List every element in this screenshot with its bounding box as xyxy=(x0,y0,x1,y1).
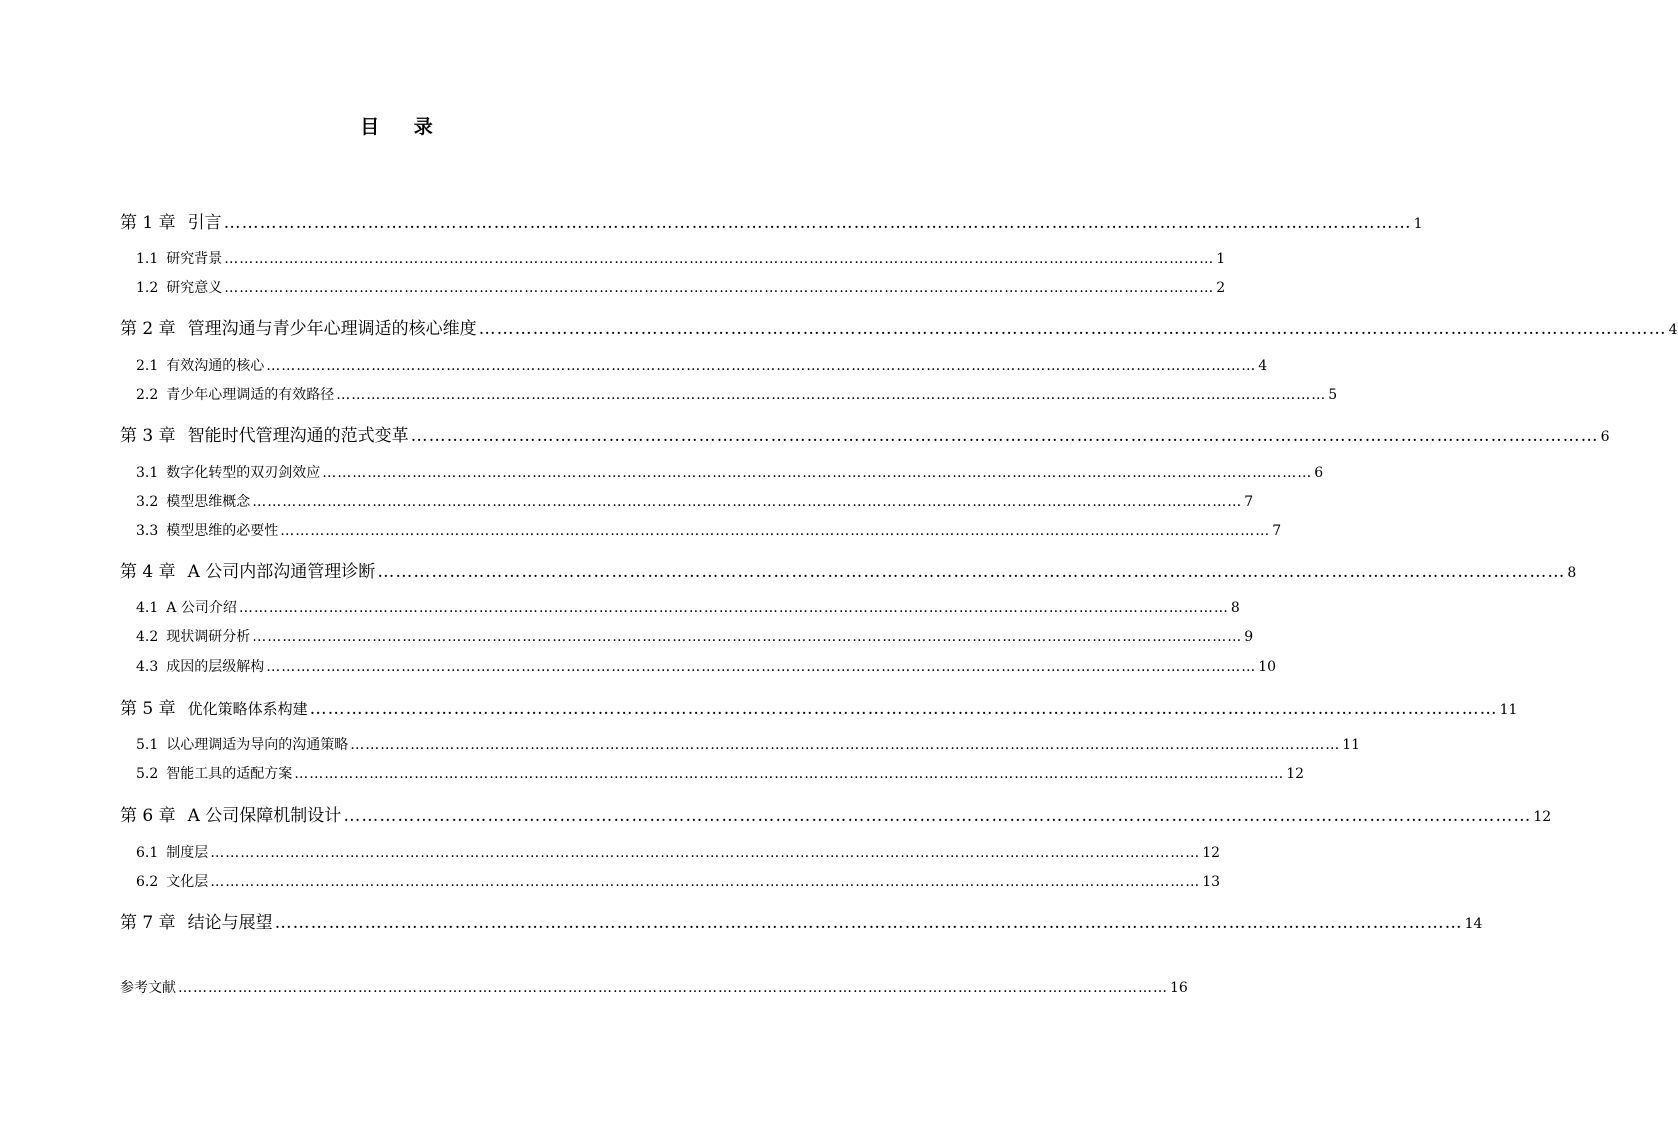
toc-section-3-3[interactable] xyxy=(136,520,1282,540)
dot-leader: ……………………………………………………………………………………………………………………………………………………………………………… xyxy=(280,523,1271,539)
chapter-title: 引言 xyxy=(187,213,222,233)
page-number: 2 xyxy=(1216,280,1226,296)
dot-leader: ……………………………………………………………………………………………………………………………………………………………………………… xyxy=(266,659,1257,675)
page-number: 16 xyxy=(1170,980,1188,996)
page-number: 4 xyxy=(1258,358,1268,374)
page-number: 6 xyxy=(1314,465,1324,481)
page-number: 5 xyxy=(1328,387,1338,403)
toc-chapter-3[interactable] xyxy=(120,421,1610,446)
chapter-title: 优化策略体系构建 xyxy=(187,700,308,718)
references-title: 参考文献 xyxy=(120,980,176,996)
toc-chapter-6[interactable] xyxy=(120,801,1552,826)
chapter-title: 结论与展望 xyxy=(187,913,273,933)
toc-section-5-2[interactable] xyxy=(136,763,1305,783)
chapter-title: 智能时代管理沟通的范式变革 xyxy=(187,426,409,446)
toc-section-4-2[interactable] xyxy=(136,626,1254,646)
section-number: 4.1 xyxy=(136,600,159,616)
section-number: 1.2 xyxy=(136,280,159,296)
section-title: 研究背景 xyxy=(166,251,223,267)
section-number: 2.2 xyxy=(136,387,159,403)
dot-leader: ……………………………………………………………………………………………………………………………………………………………………………… xyxy=(294,766,1285,782)
section-title: 文化层 xyxy=(166,874,209,890)
toc-section-5-1[interactable] xyxy=(136,734,1361,754)
section-number: 1.1 xyxy=(136,251,159,267)
toc-section-3-2[interactable] xyxy=(136,491,1254,511)
section-number: 2.1 xyxy=(136,358,159,374)
page-number: 8 xyxy=(1567,565,1577,581)
dot-leader: ……………………………………………………………………………………………………………………………………………………………………………… xyxy=(224,280,1215,296)
dot-leader: ……………………………………………………………………………………………………………………………………………………………………………… xyxy=(377,562,1566,582)
page-number: 8 xyxy=(1230,600,1240,616)
dot-leader: ……………………………………………………………………………………………………………………………………………………………………………… xyxy=(410,426,1599,446)
dot-leader: ……………………………………………………………………………………………………………………………………………………………………………… xyxy=(478,319,1667,339)
chapter-number: 第 7 章 xyxy=(120,913,176,933)
section-title: 模型思维概念 xyxy=(166,494,251,510)
section-title: 成因的层级解构 xyxy=(166,659,265,675)
section-title: 现状调研分析 xyxy=(166,629,251,645)
toc-section-2-1[interactable] xyxy=(136,355,1268,375)
dot-leader: ……………………………………………………………………………………………………………………………………………………………………………… xyxy=(224,251,1215,267)
chapter-title: A 公司保障机制设计 xyxy=(187,806,342,826)
page-number: 12 xyxy=(1286,766,1305,782)
section-title: 智能工具的适配方案 xyxy=(166,766,293,782)
page-number: 11 xyxy=(1342,737,1361,753)
dot-leader: ……………………………………………………………………………………………………………………………………………………………………………… xyxy=(223,213,1412,233)
section-title: 制度层 xyxy=(166,845,209,861)
page-number: 6 xyxy=(1600,429,1610,445)
page-number: 9 xyxy=(1244,629,1254,645)
chapter-title: A 公司内部沟通管理诊断 xyxy=(187,562,376,582)
page-number: 14 xyxy=(1464,916,1483,932)
dot-leader: ……………………………………………………………………………………………………………………………………………………………………………… xyxy=(210,874,1201,890)
chapter-title: 管理沟通与青少年心理调适的核心维度 xyxy=(187,319,477,339)
page-title: 目 录 xyxy=(360,116,447,138)
section-number: 6.1 xyxy=(136,845,159,861)
chapter-number: 第 5 章 xyxy=(120,699,176,719)
dot-leader: ……………………………………………………………………………………………………………………………………………………………………………… xyxy=(274,913,1463,933)
section-title: A 公司介绍 xyxy=(166,600,237,616)
toc-chapter-7[interactable] xyxy=(120,908,1483,933)
section-number: 5.2 xyxy=(136,766,159,782)
toc-section-1-1[interactable] xyxy=(136,248,1226,268)
dot-leader: ……………………………………………………………………………………………………………………………………………………………………………… xyxy=(343,806,1532,826)
toc-chapter-2[interactable] xyxy=(120,314,1678,339)
section-number: 3.3 xyxy=(136,523,159,539)
dot-leader: ……………………………………………………………………………………………………………………………………………………………………………… xyxy=(322,465,1313,481)
section-number: 6.2 xyxy=(136,874,159,890)
toc-section-6-1[interactable] xyxy=(136,842,1221,862)
toc-section-3-1[interactable] xyxy=(136,462,1324,482)
chapter-number: 第 3 章 xyxy=(120,426,176,446)
section-title: 模型思维的必要性 xyxy=(166,523,279,539)
section-number: 3.2 xyxy=(136,494,159,510)
chapter-number: 第 1 章 xyxy=(120,213,176,233)
toc-section-4-1[interactable] xyxy=(136,597,1240,617)
toc-chapter-5[interactable] xyxy=(120,694,1518,719)
page-number: 11 xyxy=(1499,702,1518,718)
toc-section-6-2[interactable] xyxy=(136,871,1221,891)
section-title: 青少年心理调适的有效路径 xyxy=(166,387,335,403)
page-number: 13 xyxy=(1202,874,1221,890)
section-number: 5.1 xyxy=(136,737,159,753)
chapter-number: 第 6 章 xyxy=(120,806,176,826)
section-number: 4.2 xyxy=(136,629,159,645)
page-number: 1 xyxy=(1413,216,1423,232)
dot-leader: ……………………………………………………………………………………………………………………………………………………………………………… xyxy=(252,629,1243,645)
dot-leader: ……………………………………………………………………………………………………………………………………………………………………………… xyxy=(238,600,1229,616)
page-number: 12 xyxy=(1202,845,1221,861)
dot-leader: ……………………………………………………………………………………………………………………………………………………………………………… xyxy=(350,737,1341,753)
toc-section-1-2[interactable] xyxy=(136,277,1226,297)
toc-chapter-1[interactable] xyxy=(120,208,1423,233)
section-title: 有效沟通的核心 xyxy=(166,358,265,374)
section-title: 数字化转型的双刃剑效应 xyxy=(166,465,321,481)
toc-chapter-4[interactable] xyxy=(120,557,1577,582)
page-number: 7 xyxy=(1272,523,1282,539)
toc-section-4-3[interactable] xyxy=(136,656,1277,676)
dot-leader: ……………………………………………………………………………………………………………………………………………………………………………… xyxy=(178,980,1168,996)
dot-leader: ……………………………………………………………………………………………………………………………………………………………………………… xyxy=(266,358,1257,374)
page-number: 7 xyxy=(1244,494,1254,510)
section-title: 以心理调适为导向的沟通策略 xyxy=(166,737,349,753)
page-number: 1 xyxy=(1216,251,1226,267)
chapter-number: 第 4 章 xyxy=(120,562,176,582)
dot-leader: ……………………………………………………………………………………………………………………………………………………………………………… xyxy=(252,494,1243,510)
toc-section-2-2[interactable] xyxy=(136,384,1338,404)
dot-leader: ……………………………………………………………………………………………………………………………………………………………………………… xyxy=(336,387,1327,403)
page-number: 10 xyxy=(1258,659,1277,675)
section-number: 3.1 xyxy=(136,465,159,481)
page-number: 4 xyxy=(1668,322,1678,338)
page-number: 12 xyxy=(1533,809,1552,825)
dot-leader: ……………………………………………………………………………………………………………………………………………………………………………… xyxy=(309,699,1498,719)
chapter-number: 第 2 章 xyxy=(120,319,176,339)
toc-references[interactable] xyxy=(120,977,1188,997)
dot-leader: ……………………………………………………………………………………………………………………………………………………………………………… xyxy=(210,845,1201,861)
section-number: 4.3 xyxy=(136,659,159,675)
section-title: 研究意义 xyxy=(166,280,223,296)
